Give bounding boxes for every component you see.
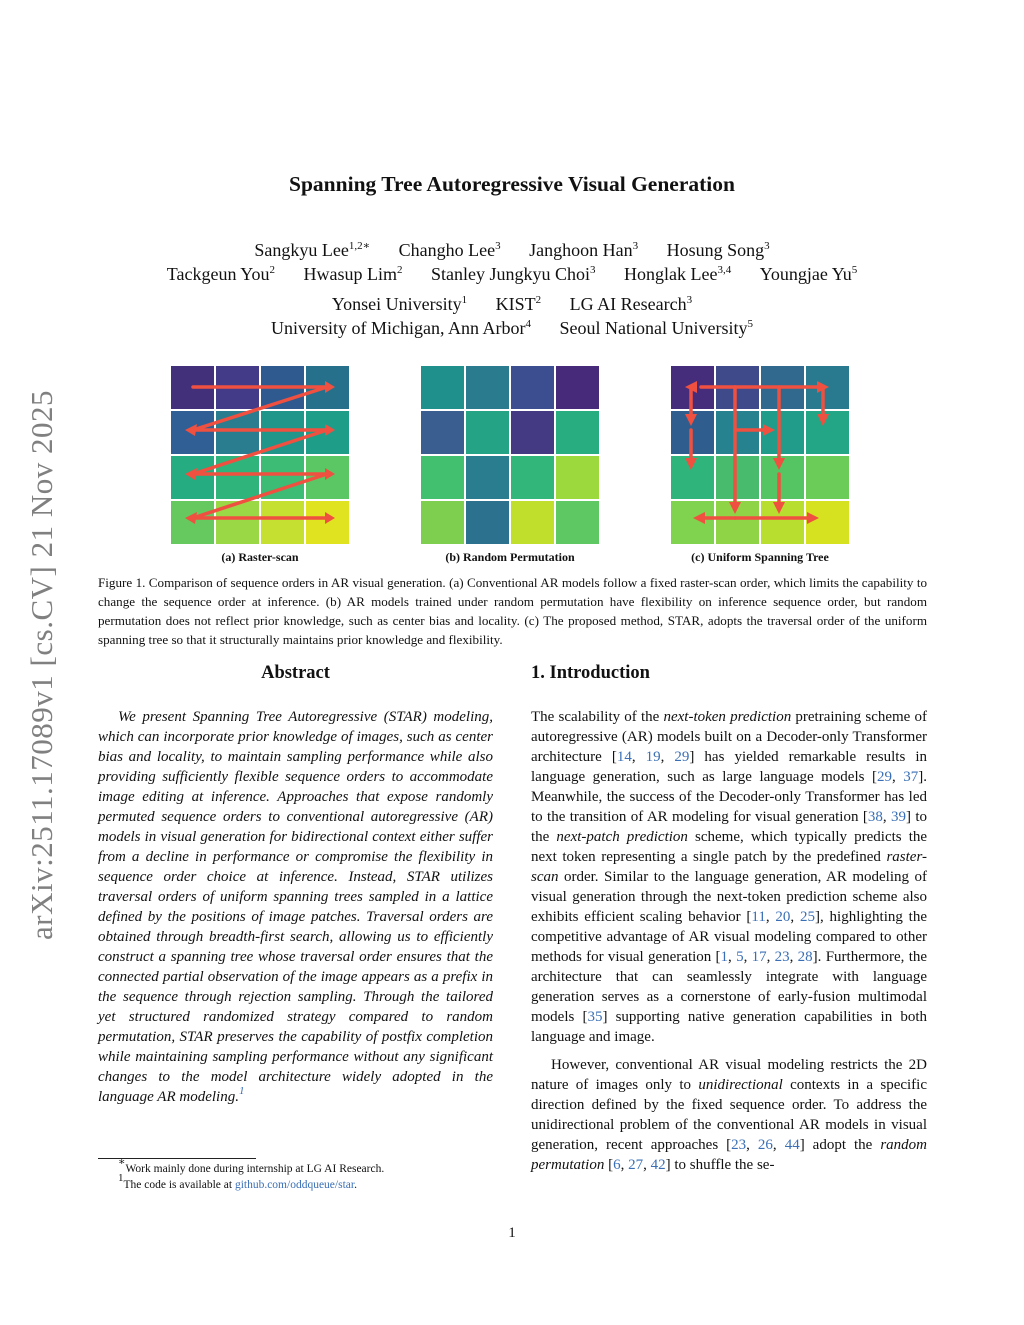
citation-link[interactable]: 37 [903, 769, 919, 785]
panel-label: (a) Raster-scan [221, 550, 299, 564]
image-patch [421, 456, 464, 499]
intro-body [531, 707, 927, 1175]
image-patch [466, 366, 509, 409]
citation-link[interactable]: 20 [775, 909, 791, 925]
image-patch [421, 366, 464, 409]
author-line-2 [0, 264, 1024, 285]
emphasis: random permutation [531, 1137, 928, 1173]
citation-link[interactable]: 29 [876, 769, 892, 785]
citation-link[interactable]: 25 [799, 909, 815, 925]
patch-grid [421, 366, 599, 544]
image-patch [511, 411, 554, 454]
author: Janghoon Han$^3$ [529, 240, 639, 260]
citation-link[interactable]: 39 [890, 809, 906, 825]
citation-link[interactable]: 1 [720, 949, 729, 965]
footnote: ∗Work mainly done during internship at LG AI Research. [118, 1156, 385, 1175]
citation-link[interactable]: 29 [674, 749, 690, 765]
author: Hosung Song$^3$ [666, 240, 770, 260]
emphasis: unidirectional [698, 1077, 783, 1093]
figure-1 [0, 366, 1024, 566]
image-patch [421, 501, 464, 544]
citation-link[interactable]: 26 [757, 1137, 773, 1153]
citation-link[interactable]: 11 [751, 909, 766, 925]
citation-link[interactable]: 27 [628, 1157, 644, 1173]
author: Tackgeun You$^2$ [166, 264, 275, 284]
affiliation: Seoul National University$^5$ [559, 318, 753, 338]
page-number: 1 [508, 1225, 516, 1241]
citation-link[interactable]: 14 [616, 749, 632, 765]
author: Hwasup Lim$^2$ [303, 264, 403, 284]
author: Youngjae Yu$^5$ [759, 264, 858, 284]
author-line-1 [0, 240, 1024, 261]
abstract-heading: Abstract [261, 663, 330, 683]
image-patch [556, 501, 599, 544]
citation-link[interactable]: 28 [797, 949, 813, 965]
footnote: $^1$The code is available at github.com/oddqueue/star. [118, 1172, 357, 1191]
spanning-tree-arrows [671, 366, 849, 544]
emphasis: next-token prediction [663, 709, 792, 725]
author: Changho Lee$^3$ [398, 240, 501, 260]
image-patch [466, 456, 509, 499]
raster-scan-arrows [171, 366, 349, 544]
image-patch [511, 456, 554, 499]
footnote-ref[interactable]: 1 [238, 1085, 245, 1097]
citation-link[interactable]: 42 [650, 1157, 666, 1173]
citation-link[interactable]: 23 [774, 949, 790, 965]
image-patch [556, 411, 599, 454]
emphasis: raster-scan [531, 849, 927, 885]
image-patch [511, 366, 554, 409]
citation-link[interactable]: 19 [645, 749, 661, 765]
image-patch [556, 366, 599, 409]
abstract-body: We present Spanning Tree Autoregressive (STAR) modeling, which can incorporate prior knowledge of images, such as center bias and locality, to maintain sampling performance while also providing sufficiently flexible sequence orders to accommodate image editing at inference. Approaches that expose randomly permuted sequence orders to conventional autoregressive (AR) models in visual generation for bidirectional context either suffer from a decline in performance or compromise the flexibility in sequence order choice at inference. Instead, STAR utilizes traversal orders of uniform spanning trees sampled in a lattice defined by the positions of image patches. Traversal orders are obtained through breadth-first search, allowing us to efficiently construct a spanning tree whose traversal order ensures that the connected partial observation of the image appears as a prefix in the sequence through rejection sampling. Through the tailored yet structured randomized strategy compared to random permutation, STAR preserves the capability of postfix completion while maintaining sampling performance without any significant changes to the model architecture widely adopted in the language AR modeling.$^1$ [98, 709, 493, 1105]
affiliation: LG AI Research$^3$ [569, 294, 693, 314]
image-patch [466, 501, 509, 544]
affiliation-line-2 [0, 318, 1024, 339]
panel-uniform-spanning-tree [671, 366, 849, 544]
citation-link[interactable]: 6 [613, 1157, 621, 1173]
image-patch [556, 456, 599, 499]
figure-caption: Figure 1. Comparison of sequence orders in AR visual generation. (a) Conventional AR models follow a fixed raster-scan order, which limits the capability to change the sequence order at inference. (b) AR models trained under random permutation have flexibility on inference sequence order, but random permutation does not reflect prior knowledge, such as center bias and locality. (c) The proposed method, STAR, adopts the traversal order of the uniform spanning tree so that it structurally maintains prior knowledge and flexibility. [98, 575, 927, 647]
affiliation-line-1 [0, 294, 1024, 315]
citation-link[interactable]: 23 [731, 1137, 747, 1153]
emphasis: next-patch prediction [556, 829, 688, 845]
citation-link[interactable]: 5 [736, 949, 744, 965]
citation-link[interactable]: 17 [751, 949, 767, 965]
footnotes [98, 1156, 498, 1193]
arxiv-id: arXiv:2511.17089v1 [cs.CV] 21 Nov 2025 [24, 390, 59, 940]
citation-link[interactable]: 35 [587, 1009, 603, 1025]
intro-heading: 1. Introduction [531, 663, 650, 683]
panel-random-permutation [421, 366, 599, 544]
citation-link[interactable]: 38 [867, 809, 883, 825]
author: Honglak Lee$^{3,4}$ [624, 264, 732, 284]
code-link[interactable]: github.com/oddqueue/star [234, 1179, 355, 1191]
author: Sangkyu Lee$^{1,2∗}$ [254, 240, 371, 260]
image-patch [511, 501, 554, 544]
citation-link[interactable]: 44 [784, 1137, 800, 1153]
panel-label: (b) Random Permutation [445, 550, 575, 564]
intro-paragraph-1: The scalability of the next-token prediction pretraining scheme of autoregressive (AR) models built on a Decoder-only Transformer architecture [14, 19, 29] has yielded remarkable results in language generation, such as large language models [29, 37]. Meanwhile, the success of the Decoder-only Transformer has led to the transition of AR modeling for visual generation [38, 39] to the next-patch prediction scheme, which typically predicts the next token representing a single patch by the predefined raster-scan order. Similar to the language generation, AR modeling of visual generation through the next-token prediction scheme also exhibits efficient scaling behavior [11, 20, 25], highlighting the competitive advantage of AR visual modeling compared to other methods for visual generation [1, 5, 17, 23, 28]. Furthermore, the architecture that can seamlessly integrate with language generation serves as a cornerstone of early-fusion multimodal models [35] supporting native generation capabilities in both language and image. [531, 709, 928, 1045]
image-patch [466, 411, 509, 454]
panel-raster-scan [171, 366, 349, 544]
author: Stanley Jungkyu Choi$^3$ [431, 264, 596, 284]
affiliation: KIST$^2$ [495, 294, 542, 314]
intro-paragraph-2: However, conventional AR visual modeling restricts the 2D nature of images only to unidirectional contexts in a specific direction defined by the fixed sequence order. To address the unidirectional problem of the conventional AR models in visual generation, recent approaches [23, 26, 44] adopt the random permutation [6, 27, 42] to shuffle the se- [531, 1057, 928, 1173]
paper-title: Spanning Tree Autoregressive Visual Generation [289, 172, 735, 196]
affiliation: University of Michigan, Ann Arbor$^4$ [271, 318, 531, 338]
image-patch [421, 411, 464, 454]
panel-label: (c) Uniform Spanning Tree [691, 550, 829, 564]
affiliation: Yonsei University$^1$ [331, 294, 468, 314]
